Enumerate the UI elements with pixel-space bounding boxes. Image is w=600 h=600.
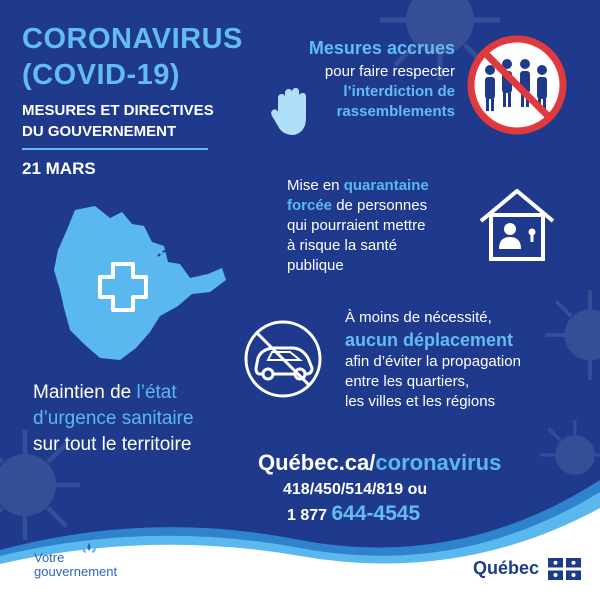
header-divider (22, 148, 208, 150)
quarantine-highlight: quarantaine (343, 177, 429, 194)
date-label: 21 MARS (22, 159, 96, 178)
no-gathering-icon (462, 30, 572, 140)
stop-hand-icon (270, 88, 316, 138)
quarantine-line4: à risque la santé (287, 237, 398, 254)
forcee-highlight: forcée (287, 197, 333, 214)
house-quarantine-icon (477, 185, 557, 265)
travel-text (345, 308, 521, 412)
url-prefix: Québec.ca/ (258, 450, 376, 475)
phone-area-codes: 418/450/514/819 ou (283, 481, 428, 498)
phone-number: 644-4545 (331, 502, 421, 525)
quarantine-line1 (287, 176, 429, 196)
votre-line2: gouvernement (34, 564, 118, 579)
title-coronavirus: CORONAVIRUS (22, 23, 243, 55)
quarantine-line2 (287, 196, 429, 216)
quebec-map-icon (40, 198, 230, 368)
gatherings-heading: Mesures accrues (308, 38, 455, 58)
footer-wave (0, 470, 600, 600)
virus-decoration-icon (545, 290, 600, 380)
gatherings-line3: l’interdiction de (343, 83, 455, 100)
emergency-line3: sur tout le territoire (33, 434, 192, 455)
subtitle-line2: DU GOUVERNEMENT (22, 123, 177, 140)
quebec-wordmark: Québec (473, 558, 540, 578)
no-car-icon (242, 318, 324, 400)
emergency-text (33, 380, 194, 458)
emergency-prefix: Maintien de (33, 382, 137, 403)
quarantine-line5: publique (287, 257, 344, 274)
emergency-highlight1: l’état (136, 382, 177, 403)
subtitle-line1: MESURES ET DIRECTIVES (22, 102, 214, 119)
quebec-flag-icon (548, 558, 581, 580)
quarantine-line2-suffix: de personnes (332, 197, 428, 214)
travel-line4: entre les quartiers, (345, 373, 470, 390)
travel-line3: afin d’éviter la propagation (345, 353, 521, 370)
quarantine-line3: qui pourraient mettre (287, 217, 426, 234)
travel-line2: aucun déplacement (345, 330, 514, 350)
quarantine-text (287, 176, 429, 276)
gatherings-line4: rassemblements (336, 103, 455, 120)
emergency-line2: d’urgence sanitaire (33, 408, 194, 429)
title-covid: (COVID-19) (22, 59, 181, 91)
quarantine-prefix: Mise en (287, 177, 344, 194)
travel-line5: les villes et les régions (345, 393, 496, 410)
phone-prefix: 1 877 (287, 507, 332, 524)
gatherings-line2: pour faire respecter (324, 63, 455, 80)
votre-line1: Votre (34, 550, 65, 565)
travel-line1: À moins de nécessité, (345, 309, 492, 326)
emergency-line1 (33, 380, 194, 406)
url-highlight: coronavirus (375, 450, 502, 475)
votre-gouvernement-logo (34, 551, 117, 579)
